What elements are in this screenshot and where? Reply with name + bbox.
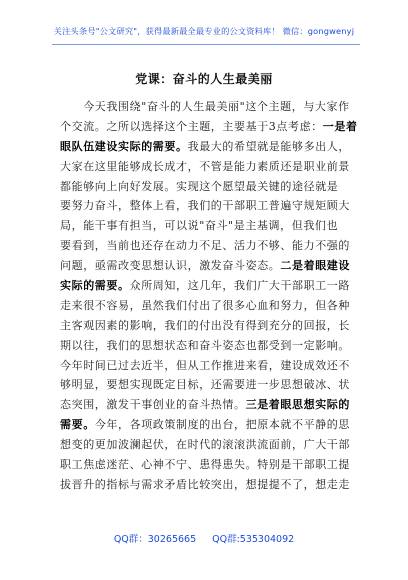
body-line — [60, 117, 358, 137]
body-line — [60, 236, 350, 256]
header-divider — [52, 44, 360, 45]
body-text-segment: 想变的更加波澜起伏，在时代的滚滚洪流面前，广大干部 — [60, 438, 350, 452]
body-text-segment: 拔晋升的指标与需求矛盾比较突出，想提提不了，想走走 — [60, 477, 350, 491]
body-line — [60, 395, 350, 415]
body-text-segment: 主客观因素的影响，我们的付出没有得到充分的回报，长 — [60, 318, 350, 332]
body-text-segment: 够明显，要想实现既定目标，还需要进一步思想破冰、状 — [60, 378, 350, 392]
body-text-segment: 今年时间已过去近半，但从工作推进来看，建设成效还不 — [60, 358, 350, 372]
body-text-segment: 今天我围绕"奋斗的人生最美丽"这个主题，与大家作 — [60, 100, 350, 113]
document-title: 党课：奋斗的人生最美丽 — [135, 72, 273, 86]
document-body — [60, 97, 358, 495]
body-emphasis-text: 眼队伍建设实际的需要。 — [60, 139, 188, 153]
body-line — [60, 375, 350, 395]
body-line — [60, 196, 350, 216]
body-text-segment: 态突围，激发干事创业的奋斗热情。 — [60, 398, 246, 412]
body-emphasis-text: 需要。 — [60, 418, 95, 432]
footer-qq-group-1: QQ群：30265665 — [113, 534, 197, 545]
body-line — [60, 157, 350, 177]
body-line — [60, 296, 350, 316]
body-line — [60, 415, 350, 435]
footer-qq-group-2: QQ群:535304092 — [212, 534, 295, 545]
body-line — [60, 316, 350, 336]
body-emphasis-text: 一是着 — [322, 119, 358, 133]
body-emphasis-text: 三是着眼思想实际的 — [245, 398, 351, 412]
body-line — [60, 97, 350, 117]
body-line — [60, 216, 350, 236]
body-line — [60, 177, 350, 197]
body-emphasis-text: 实际的需要。 — [60, 279, 130, 293]
body-line — [60, 256, 350, 276]
body-line — [60, 336, 350, 356]
body-line — [60, 276, 350, 296]
body-line — [60, 455, 350, 475]
body-text-segment: 我最大的希望就是能够多出人， — [187, 139, 351, 153]
body-text-segment: 都能够向上向好发展。实现这个愿望最关键的途径就是 — [60, 179, 339, 193]
body-text-segment: 问题，亟需改变思想认识，激发奋斗姿态。 — [60, 259, 281, 273]
body-text-segment: 今年，各项政策制度的出台，把原本就不平静的思 — [94, 418, 351, 432]
body-text-segment: 期以往，我们的思想状态和奋斗姿态也都受到一定影响。 — [60, 338, 350, 352]
body-emphasis-text: 二是着眼建设 — [280, 259, 351, 273]
body-line — [60, 137, 350, 157]
body-text-segment: 职工焦虑迷茫、心神不宁、患得患失。特别是干部职工提 — [60, 458, 350, 472]
body-text-segment: 众所周知，这几年，我们广大干部职工一路 — [129, 279, 351, 293]
body-line — [60, 356, 350, 376]
body-text-segment: 要努力奋斗，整体上看，我们的干部职工普遍守规矩顾大 — [60, 199, 350, 213]
body-text-segment: 走来很不容易，虽然我们付出了很多心血和努力，但各种 — [60, 298, 350, 312]
header-banner: 关注头条号"公文研究"，获得最新最全最专业的公文资料库！ 微信：gongwenyj — [53, 26, 355, 36]
body-line — [60, 435, 350, 455]
body-text-segment: 局，能干事有担当，可以说"奋斗"是主基调，但我们也 — [60, 219, 339, 233]
body-text-segment: 个交流。之所以选择这个主题，主要基于3点考虑： — [60, 119, 323, 133]
footer — [0, 531, 408, 545]
body-text-segment: 要看到，当前也还存在动力不足、活力不够、能力不强的 — [60, 239, 350, 253]
body-text-segment: 大家在这里能够成长成才，不管是能力素质还是职业前景 — [60, 159, 350, 173]
body-line — [60, 475, 350, 495]
